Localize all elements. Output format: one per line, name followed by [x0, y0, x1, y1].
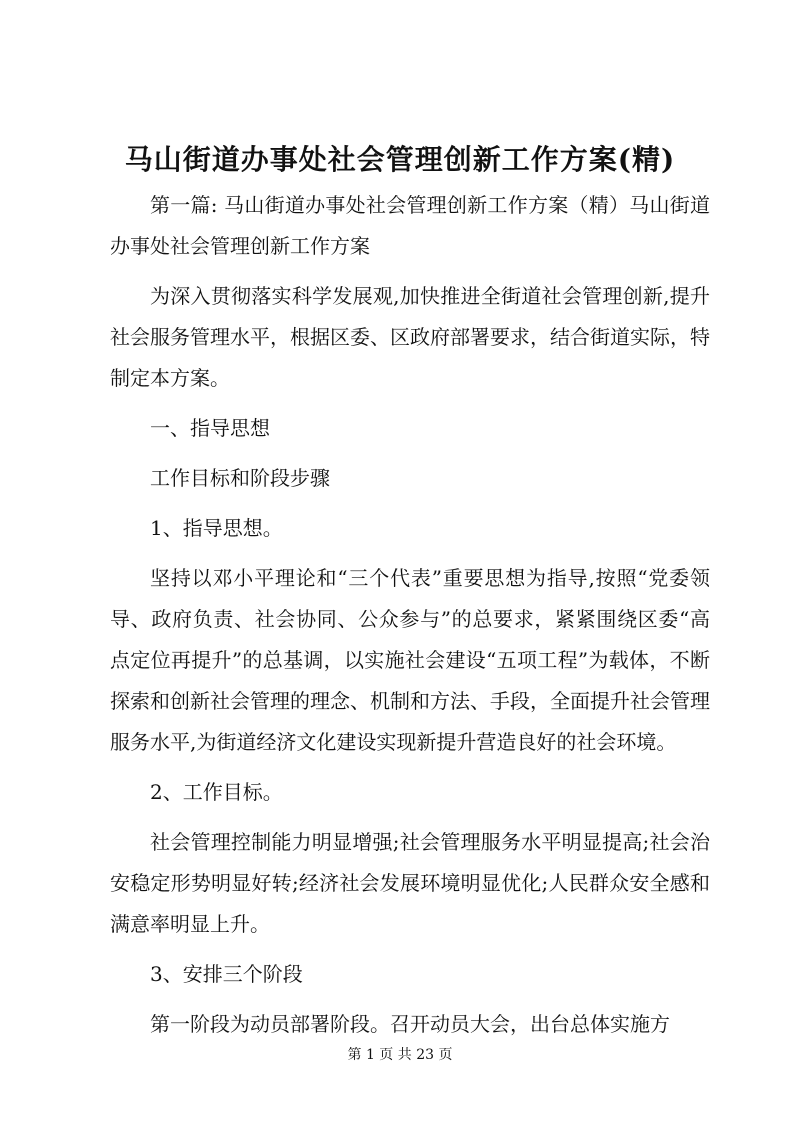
paragraph: 为深入贯彻落实科学发展观,加快推进全街道社会管理创新,提升社会服务管理水平，根据区委、区政府部署要求，结合街道实际，特制定本方案。 — [110, 284, 710, 390]
subsection-heading: 1、指导思想。 — [150, 516, 283, 540]
paragraph: 社会管理控制能力明显增强;社会管理服务水平明显提高;社会治安稳定形势明显好转;经济社会发展环境明显优化;人民群众安全感和满意率明显上升。 — [110, 830, 710, 936]
subsection-heading: 3、安排三个阶段 — [150, 962, 303, 986]
document-title: 马山街道办事处社会管理创新工作方案(精) — [124, 143, 676, 176]
paragraph: 第一阶段为动员部署阶段。召开动员大会，出台总体实施方 — [150, 1012, 670, 1036]
section-heading: 工作目标和阶段步骤 — [150, 466, 330, 490]
subsection-heading: 2、工作目标。 — [150, 780, 283, 804]
paragraph: 坚持以邓小平理论和“三个代表”重要思想为指导,按照“党委领导、政府负责、社会协同、公众参与”的总要求，紧紧围绕区委“高点定位再提升”的总基调，以实施社会建设“五项工程”为载体，不断探索和创新社会管理的理念、机制和方法、手段，全面提升社会管理服务水平,为街道经济文化建设实现新提升营造良好的社会环境。 — [110, 566, 710, 754]
paragraph: 第一篇: 马山街道办事处社会管理创新工作方案（精）马山街道办事处社会管理创新工作方案 — [110, 193, 710, 258]
section-heading: 一、指导思想 — [150, 416, 270, 440]
document-body — [110, 185, 710, 1054]
page-footer: 第 1 页 共 23 页 — [347, 1047, 453, 1063]
